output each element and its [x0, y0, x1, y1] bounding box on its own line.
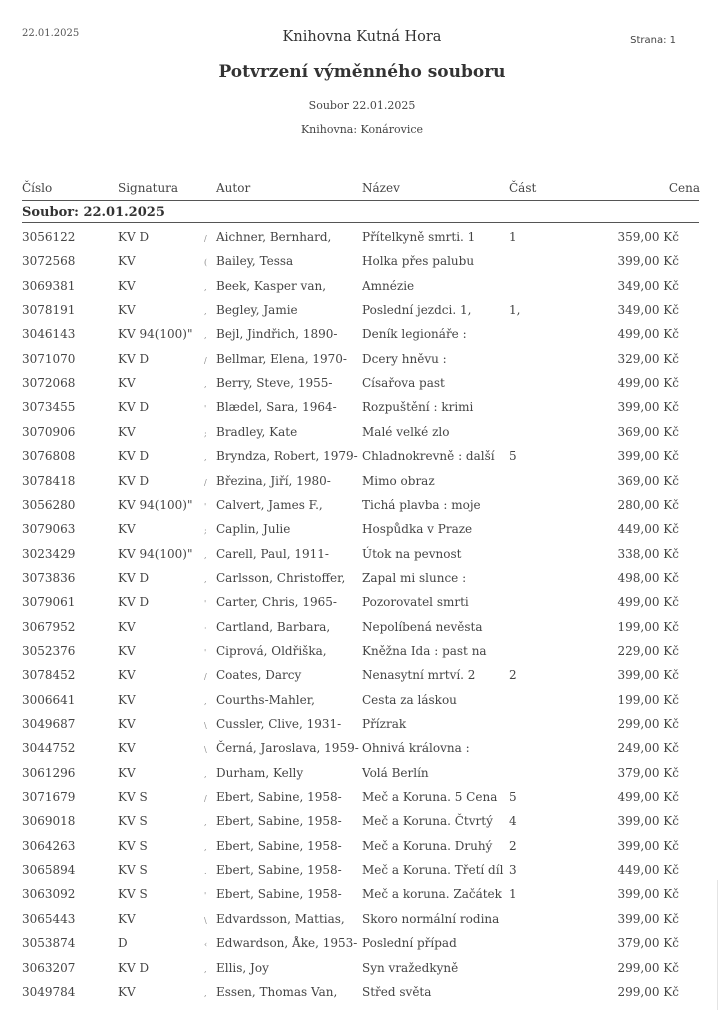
row-number: 3078452: [22, 668, 76, 683]
row-signatura: KV: [118, 984, 136, 999]
print-date: 22.01.2025: [22, 28, 80, 39]
row-nazev: Holka přes palubu: [362, 254, 475, 269]
row-signatura: KV: [118, 619, 136, 634]
table-row: [0, 303, 724, 327]
row-nazev: Meč a koruna. Začátek: [362, 887, 502, 902]
row-mark: ,: [204, 818, 207, 828]
row-cena: 499,00 Kč: [617, 595, 679, 610]
row-nazev: Meč a Koruna. Druhý: [362, 838, 493, 853]
table-row: [0, 839, 724, 863]
row-signatura: KV D: [118, 595, 150, 610]
row-mark: ;: [204, 428, 207, 438]
row-autor: Edwardson, Åke, 1953-: [216, 936, 358, 951]
row-cena: 280,00 Kč: [617, 497, 679, 512]
row-autor: Caplin, Julie: [216, 522, 291, 537]
row-signatura: KV S: [118, 814, 148, 829]
row-nazev: Dcery hněvu :: [362, 351, 447, 366]
row-autor: Černá, Jaroslava, 1959-: [216, 741, 359, 756]
row-number: 3023429: [22, 546, 76, 561]
row-signatura: KV S: [118, 838, 148, 853]
row-number: 3079063: [22, 522, 76, 537]
row-number: 3053874: [22, 936, 76, 951]
row-number: 3070906: [22, 424, 76, 439]
column-header-autor: Autor: [216, 181, 251, 195]
row-number: 3056280: [22, 497, 76, 512]
row-nazev: Císařova past: [362, 376, 445, 391]
table-row: [0, 741, 724, 765]
row-nazev: Zapal mi slunce :: [362, 570, 467, 585]
row-signatura: KV D: [118, 570, 150, 585]
row-signatura: KV D: [118, 960, 150, 975]
row-autor: Courths-Mahler,: [216, 692, 315, 707]
row-number: 3073455: [22, 400, 76, 415]
row-signatura: KV D: [118, 473, 150, 488]
row-signatura: KV: [118, 254, 136, 269]
row-number: 3078191: [22, 303, 76, 318]
row-cena: 299,00 Kč: [617, 984, 679, 999]
row-nazev: Deník legionáře :: [362, 327, 467, 342]
group-divider: [22, 222, 699, 223]
group-heading: Soubor: 22.01.2025: [22, 205, 165, 220]
column-header-signatura: Signatura: [118, 181, 179, 195]
row-mark: ': [204, 599, 207, 609]
row-cast: 2: [509, 838, 517, 853]
row-number: 3067952: [22, 619, 76, 634]
row-cena: 399,00 Kč: [617, 911, 679, 926]
row-signatura: KV: [118, 911, 136, 926]
library-name: Knihovna Kutná Hora: [282, 29, 442, 45]
row-cena: 249,00 Kč: [617, 741, 679, 756]
row-signatura: KV D: [118, 230, 150, 244]
row-number: 3063092: [22, 887, 76, 902]
row-autor: Ebert, Sabine, 1958-: [216, 863, 342, 878]
row-autor: Bryndza, Robert, 1979-: [216, 449, 358, 464]
row-signatura: KV: [118, 522, 136, 537]
row-signatura: KV: [118, 278, 136, 293]
row-mark: ': [204, 501, 207, 511]
row-cena: 338,00 Kč: [617, 546, 679, 561]
row-autor: Berry, Steve, 1955-: [216, 376, 333, 391]
row-signatura: KV 94(100)": [118, 497, 193, 512]
table-row: [0, 863, 724, 887]
row-number: 3073836: [22, 570, 76, 585]
row-autor: Bradley, Kate: [216, 424, 298, 439]
table-row: [0, 936, 724, 960]
row-cena: 399,00 Kč: [617, 838, 679, 853]
table-row: [0, 254, 724, 278]
row-signatura: KV: [118, 424, 136, 439]
row-number: 3065443: [22, 911, 76, 926]
row-autor: Calvert, James F.,: [216, 497, 323, 512]
row-cena: 399,00 Kč: [617, 254, 679, 269]
table-row: [0, 693, 724, 717]
row-cena: 349,00 Kč: [617, 278, 679, 293]
row-cena: 399,00 Kč: [617, 668, 679, 683]
row-nazev: Přízrak: [362, 717, 407, 731]
row-mark: /: [204, 672, 207, 682]
page-edge-shadow: [717, 880, 718, 1010]
row-cena: 499,00 Kč: [617, 790, 679, 805]
row-signatura: KV 94(100)": [118, 327, 193, 342]
row-signatura: KV: [118, 717, 136, 731]
table-row: [0, 400, 724, 424]
report-subtitle-file: Soubor 22.01.2025: [308, 99, 416, 112]
row-cena: 399,00 Kč: [617, 887, 679, 902]
row-mark: ,: [204, 550, 207, 560]
row-autor: Coates, Darcy: [216, 668, 302, 683]
row-nazev: Nepolíbená nevěsta: [362, 619, 483, 634]
table-row: [0, 230, 724, 254]
table-row: [0, 376, 724, 400]
row-autor: Ebert, Sabine, 1958-: [216, 814, 342, 829]
row-cast: 3: [509, 863, 517, 878]
row-number: 3006641: [22, 692, 76, 707]
row-nazev: Poslední jezdci. 1,: [362, 303, 472, 318]
table-row: [0, 644, 724, 668]
row-autor: Carlsson, Christoffer,: [216, 570, 346, 585]
row-nazev: Volá Berlín: [362, 765, 429, 780]
row-autor: Cussler, Clive, 1931-: [216, 717, 342, 731]
row-cena: 199,00 Kč: [617, 619, 679, 634]
table-row: [0, 522, 724, 546]
table-row: [0, 717, 724, 741]
row-mark: ,: [204, 988, 207, 998]
row-cast: 4: [509, 814, 517, 829]
row-signatura: KV: [118, 741, 136, 756]
row-cena: 199,00 Kč: [617, 692, 679, 707]
row-number: 3078418: [22, 473, 76, 488]
table-row: [0, 985, 724, 1009]
row-number: 3071679: [22, 790, 76, 805]
row-cena: 399,00 Kč: [617, 814, 679, 829]
row-number: 3076808: [22, 449, 76, 464]
row-number: 3049687: [22, 717, 76, 731]
row-mark: ': [204, 891, 207, 901]
row-cena: 299,00 Kč: [617, 960, 679, 975]
row-number: 3046143: [22, 327, 76, 342]
row-autor: Carell, Paul, 1911-: [216, 546, 329, 561]
row-nazev: Ohnivá královna :: [362, 741, 470, 756]
row-number: 3064263: [22, 838, 76, 853]
row-mark: (: [204, 258, 208, 268]
row-cast: 5: [509, 449, 517, 464]
row-nazev: Poslední případ: [362, 936, 457, 951]
row-number: 3069018: [22, 814, 76, 829]
row-number: 3079061: [22, 595, 76, 610]
table-row: [0, 327, 724, 351]
row-autor: Aichner, Bernhard,: [216, 230, 332, 244]
row-autor: Ellis, Joy: [216, 960, 269, 975]
row-nazev: Chladnokrevně : další: [362, 449, 495, 464]
row-signatura: KV: [118, 692, 136, 707]
row-nazev: Meč a Koruna. Čtvrtý: [362, 814, 493, 829]
column-header-nazev: Název: [362, 181, 400, 195]
row-cast: 1,: [509, 303, 521, 318]
row-mark: /: [204, 477, 207, 487]
row-nazev: Cesta za láskou: [362, 692, 457, 707]
row-number: 3072568: [22, 254, 76, 269]
row-nazev: Střed světa: [362, 984, 432, 999]
row-signatura: KV: [118, 303, 136, 318]
row-mark: ,: [204, 842, 207, 852]
row-cena: 499,00 Kč: [617, 327, 679, 342]
report-title: Potvrzení výměnného souboru: [218, 62, 506, 82]
row-mark: ,: [204, 380, 207, 390]
row-cena: 229,00 Kč: [617, 643, 679, 658]
row-cena: 379,00 Kč: [617, 936, 679, 951]
row-nazev: Rozpuštění : krimi: [362, 400, 474, 415]
row-autor: Ebert, Sabine, 1958-: [216, 790, 342, 805]
table-row: [0, 474, 724, 498]
table-row: [0, 790, 724, 814]
row-cena: 498,00 Kč: [617, 570, 679, 585]
row-signatura: KV 94(100)": [118, 546, 193, 561]
row-nazev: Malé velké zlo: [362, 424, 450, 439]
row-number: 3061296: [22, 765, 76, 780]
row-mark: ': [204, 647, 207, 657]
table-row: [0, 887, 724, 911]
header-divider: [22, 200, 699, 201]
row-nazev: Skoro normální rodina: [362, 911, 500, 926]
column-header-cena: Cena: [668, 181, 700, 195]
row-mark: /: [204, 355, 207, 365]
table-row: [0, 547, 724, 571]
row-mark: \: [204, 721, 207, 730]
row-signatura: D: [118, 936, 128, 951]
row-signatura: KV: [118, 668, 136, 683]
row-cena: 349,00 Kč: [617, 303, 679, 318]
row-mark: ·: [204, 623, 207, 633]
row-mark: ,: [204, 453, 207, 463]
row-autor: Carter, Chris, 1965-: [216, 595, 337, 610]
row-mark: ;: [204, 526, 207, 536]
row-cena: 369,00 Kč: [617, 473, 679, 488]
table-row: [0, 668, 724, 692]
table-row: [0, 961, 724, 985]
row-autor: Essen, Thomas Van,: [216, 984, 338, 999]
row-autor: Březina, Jiří, 1980-: [216, 473, 331, 488]
row-cast: 5: [509, 790, 517, 805]
row-nazev: Amnézie: [362, 278, 415, 293]
table-row: [0, 595, 724, 619]
row-autor: Bejl, Jindřich, 1890-: [216, 327, 338, 342]
column-header-cast: Část: [509, 181, 537, 195]
row-autor: Bellmar, Elena, 1970-: [216, 351, 347, 366]
row-mark: ‹: [204, 940, 208, 950]
row-number: 3044752: [22, 741, 76, 756]
row-autor: Bailey, Tessa: [216, 254, 294, 269]
row-mark: /: [204, 794, 207, 804]
row-mark: ,: [204, 331, 207, 341]
row-cena: 499,00 Kč: [617, 376, 679, 391]
row-signatura: KV S: [118, 887, 148, 902]
row-mark: ,: [204, 282, 207, 292]
row-signatura: KV S: [118, 790, 148, 805]
row-autor: Ciprová, Oldřiška,: [216, 643, 327, 658]
row-cena: 399,00 Kč: [617, 400, 679, 415]
row-number: 3065894: [22, 863, 76, 878]
row-nazev: Kněžna Ida : past na: [362, 643, 487, 658]
row-cast: 1: [509, 887, 517, 902]
row-cena: 399,00 Kč: [617, 449, 679, 464]
table-row: [0, 571, 724, 595]
table-row: [0, 425, 724, 449]
page-number: Strana: 1: [630, 35, 676, 46]
table-row: [0, 814, 724, 838]
row-nazev: Hospůdka v Praze: [362, 522, 473, 537]
row-number: 3071070: [22, 351, 76, 366]
row-cena: 329,00 Kč: [617, 351, 679, 366]
table-row: [0, 449, 724, 473]
row-cena: 369,00 Kč: [617, 424, 679, 439]
row-autor: Ebert, Sabine, 1958-: [216, 838, 342, 853]
row-cena: 379,00 Kč: [617, 765, 679, 780]
row-number: 3052376: [22, 643, 76, 658]
row-nazev: Tichá plavba : moje: [362, 497, 481, 512]
row-autor: Edvardsson, Mattias,: [216, 911, 345, 926]
row-number: 3069381: [22, 278, 76, 293]
row-nazev: Útok na pevnost: [362, 546, 462, 561]
table-row: [0, 620, 724, 644]
table-row: [0, 912, 724, 936]
row-signatura: KV D: [118, 449, 150, 464]
row-number: 3049784: [22, 984, 76, 999]
row-mark: ,: [204, 769, 207, 779]
row-signatura: KV: [118, 765, 136, 780]
row-signatura: KV: [118, 376, 136, 391]
row-autor: Begley, Jamie: [216, 303, 298, 318]
row-nazev: Pozorovatel smrti: [362, 595, 469, 610]
row-signatura: KV D: [118, 351, 150, 366]
row-cast: 2: [509, 668, 517, 683]
table-row: [0, 766, 724, 790]
row-mark: ': [204, 404, 207, 414]
row-autor: Durham, Kelly: [216, 765, 304, 780]
row-cena: 359,00 Kč: [617, 230, 679, 244]
row-cena: 449,00 Kč: [617, 522, 679, 537]
row-mark: ,: [204, 964, 207, 974]
row-mark: ,: [204, 696, 207, 706]
row-mark: \: [204, 915, 207, 925]
row-number: 3072068: [22, 376, 76, 391]
row-mark: ,: [204, 574, 207, 584]
table-row: [0, 279, 724, 303]
row-nazev: Nenasytní mrtví. 2: [362, 668, 476, 683]
column-header-cislo: Číslo: [22, 181, 53, 195]
row-autor: Blædel, Sara, 1964-: [216, 400, 337, 415]
row-nazev: Meč a Koruna. Třetí díl: [362, 863, 504, 878]
row-signatura: KV S: [118, 863, 148, 878]
report-subtitle-library: Knihovna: Konárovice: [300, 123, 424, 136]
row-nazev: Meč a Koruna. 5 Cena: [362, 790, 498, 805]
row-autor: Ebert, Sabine, 1958-: [216, 887, 342, 902]
row-nazev: Přítelkyně smrti. 1: [362, 230, 476, 244]
row-mark: .: [204, 867, 207, 877]
row-nazev: Syn vražedkyně: [362, 960, 459, 975]
row-signatura: KV D: [118, 400, 150, 415]
row-cast: 1: [509, 230, 517, 244]
row-number: 3063207: [22, 960, 76, 975]
table-row: [0, 498, 724, 522]
row-autor: Cartland, Barbara,: [216, 619, 331, 634]
row-mark: \: [204, 745, 207, 755]
row-nazev: Mimo obraz: [362, 473, 435, 488]
table-row: [0, 352, 724, 376]
row-cena: 449,00 Kč: [617, 863, 679, 878]
row-mark: ,: [204, 307, 207, 317]
row-mark: /: [204, 234, 207, 243]
row-signatura: KV: [118, 643, 136, 658]
row-number: 3056122: [22, 230, 76, 244]
row-autor: Beek, Kasper van,: [216, 278, 327, 293]
row-cena: 299,00 Kč: [617, 717, 679, 731]
